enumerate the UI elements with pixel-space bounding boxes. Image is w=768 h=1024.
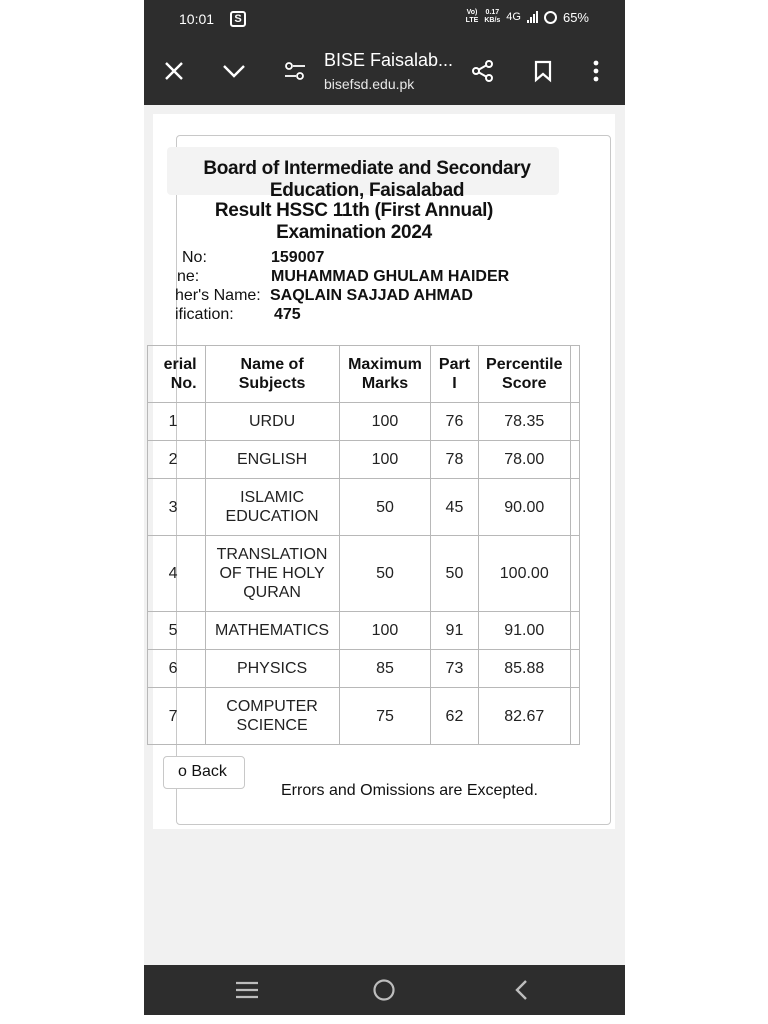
table-row <box>148 612 580 650</box>
subject-cell: COMPUTER SCIENCE <box>205 688 339 745</box>
page-area <box>153 114 615 829</box>
status-time: 10:01 <box>179 11 215 27</box>
serial-cell: 6 <box>148 650 206 688</box>
chevron-down-icon[interactable] <box>221 58 247 84</box>
subject-cell: ISLAMIC EDUCATION <box>205 479 339 536</box>
percentile-cell: 82.67 <box>478 688 570 745</box>
result-card <box>163 135 611 825</box>
col-max-marks-header: Maximum Marks <box>339 346 431 403</box>
name-value: MUHAMMAD GHULAM HAIDER <box>271 268 510 285</box>
page-url[interactable]: bisefsd.edu.pk <box>324 76 415 92</box>
more-options-icon[interactable] <box>583 58 609 84</box>
board-title: Board of Intermediate and Secondary Education, Faisalabad <box>203 158 531 201</box>
browser-toolbar <box>144 38 625 105</box>
subject-cell: TRANSLATION OF THE HOLY QURAN <box>205 536 339 612</box>
network-type: 4G <box>506 11 521 23</box>
name-label: ne: <box>177 268 200 285</box>
app-notification-icon: S <box>230 11 246 27</box>
errors-note: Errors and Omissions are Excepted. <box>281 782 538 799</box>
part1-cell: 91 <box>431 612 478 650</box>
father-name-value: SAQLAIN SAJJAD AHMAD <box>270 287 473 304</box>
subject-cell: URDU <box>205 403 339 441</box>
table-row <box>148 403 580 441</box>
site-settings-icon[interactable] <box>282 58 308 84</box>
status-bar <box>144 0 625 38</box>
part1-cell: 45 <box>431 479 478 536</box>
table-row <box>148 688 580 745</box>
battery-level: 65% <box>562 9 589 25</box>
serial-cell: 3 <box>148 479 206 536</box>
subject-cell: ENGLISH <box>205 441 339 479</box>
max-marks-cell: 100 <box>339 441 431 479</box>
share-icon[interactable] <box>470 58 496 84</box>
part1-cell: 50 <box>431 536 478 612</box>
roll-no-label: No: <box>182 249 207 266</box>
bookmark-icon[interactable] <box>530 58 556 84</box>
table-row <box>148 650 580 688</box>
phone-screen <box>144 0 625 1015</box>
percentile-cell: 78.35 <box>478 403 570 441</box>
max-marks-cell: 85 <box>339 650 431 688</box>
serial-cell: 2 <box>148 441 206 479</box>
part1-cell: 76 <box>431 403 478 441</box>
max-marks-cell: 50 <box>339 479 431 536</box>
col-part1-header: Part I <box>431 346 478 403</box>
max-marks-cell: 75 <box>339 688 431 745</box>
battery-ring-icon <box>544 11 557 24</box>
serial-cell: 7 <box>148 688 206 745</box>
roll-no-value: 159007 <box>271 249 325 266</box>
percentile-cell: 91.00 <box>478 612 570 650</box>
serial-cell: 4 <box>148 536 206 612</box>
max-marks-cell: 100 <box>339 403 431 441</box>
max-marks-cell: 100 <box>339 612 431 650</box>
serial-cell: 1 <box>148 403 206 441</box>
part1-cell: 78 <box>431 441 478 479</box>
col-percentile-header: Percentile Score <box>478 346 570 403</box>
part1-cell: 62 <box>431 688 478 745</box>
go-back-button[interactable]: o Back <box>163 756 245 789</box>
percentile-cell: 100.00 <box>478 536 570 612</box>
table-row <box>148 479 580 536</box>
percentile-cell: 90.00 <box>478 479 570 536</box>
volte-icon: Vo) LTE <box>465 9 479 24</box>
notification-label: ification: <box>175 306 234 323</box>
serial-cell: 5 <box>148 612 206 650</box>
signal-icon <box>527 11 538 23</box>
table-row <box>148 441 580 479</box>
close-icon[interactable] <box>161 58 187 84</box>
father-name-label: her's Name: <box>175 287 261 304</box>
recent-apps-icon[interactable] <box>233 977 261 1003</box>
subject-cell: PHYSICS <box>205 650 339 688</box>
back-icon[interactable] <box>508 977 536 1003</box>
col-serial-header: erial No. <box>148 346 206 403</box>
percentile-cell: 78.00 <box>478 441 570 479</box>
home-icon[interactable] <box>370 977 398 1003</box>
col-subject-header: Name of Subjects <box>205 346 339 403</box>
system-nav-bar <box>144 965 625 1015</box>
result-table <box>147 345 580 745</box>
notification-value: 475 <box>274 306 301 323</box>
max-marks-cell: 50 <box>339 536 431 612</box>
table-row <box>148 536 580 612</box>
result-title: Result HSSC 11th (First Annual) Examination 2024 <box>214 200 494 243</box>
subject-cell: MATHEMATICS <box>205 612 339 650</box>
table-header-row <box>148 346 580 403</box>
percentile-cell: 85.88 <box>478 650 570 688</box>
web-content[interactable] <box>144 105 625 965</box>
part1-cell: 73 <box>431 650 478 688</box>
page-title: BISE Faisalab... <box>324 50 454 70</box>
network-speed: 0.17 KB/s <box>484 9 501 24</box>
